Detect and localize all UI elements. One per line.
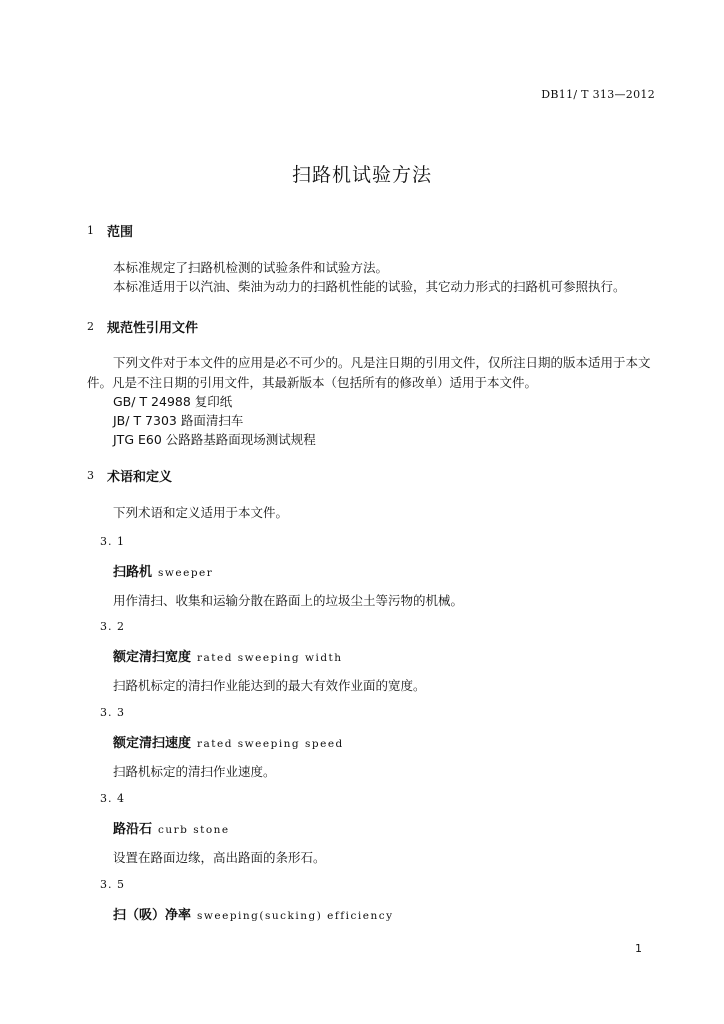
term-number: 3. 1 — [100, 535, 125, 548]
document-number: DB11/ T 313—2012 — [541, 88, 655, 101]
term-english: sweeper — [158, 567, 214, 579]
section-heading-normative-references: 规范性引用文件 — [107, 321, 199, 336]
section-heading-scope: 范围 — [107, 225, 134, 240]
document-title: 扫路机试验方法 — [291, 164, 432, 186]
page-number: 1 — [635, 942, 642, 955]
term-definition: 扫路机标定的清扫作业能达到的最大有效作业面的宽度。 — [113, 678, 426, 693]
term-definition: 扫路机标定的清扫作业速度。 — [113, 764, 276, 779]
term-chinese: 额定清扫速度 — [113, 736, 192, 751]
section-number: 1 — [87, 224, 94, 237]
section-number: 3 — [87, 469, 94, 482]
term-heading — [113, 561, 213, 580]
term-heading — [113, 732, 344, 751]
paragraph: 下列术语和定义适用于本文件。 — [113, 505, 289, 520]
term-number: 3. 4 — [100, 792, 125, 805]
section-heading-terms: 术语和定义 — [107, 470, 173, 485]
term-heading — [113, 818, 230, 837]
term-english: sweeping(sucking) efficiency — [197, 910, 394, 922]
term-heading — [113, 646, 343, 665]
term-english: rated sweeping speed — [197, 738, 344, 750]
paragraph: 下列文件对于本文件的应用是必不可少的。凡是注日期的引用文件，仅所注日期的版本适用于本文 — [113, 355, 651, 370]
term-english: rated sweeping width — [197, 652, 343, 664]
term-chinese: 路沿石 — [113, 822, 153, 837]
paragraph: 本标准规定了扫路机检测的试验条件和试验方法。 — [113, 260, 389, 275]
term-heading — [113, 904, 394, 923]
term-english: curb stone — [158, 824, 230, 836]
term-chinese: 扫（吸）净率 — [113, 908, 192, 923]
term-number: 3. 2 — [100, 620, 125, 633]
term-number: 3. 5 — [100, 878, 125, 891]
term-chinese: 扫路机 — [113, 565, 153, 580]
paragraph: 本标准适用于以汽油、柴油为动力的扫路机性能的试验，其它动力形式的扫路机可参照执行。 — [113, 279, 626, 294]
term-definition: 设置在路面边缘，高出路面的条形石。 — [113, 850, 326, 865]
term-chinese: 额定清扫宽度 — [113, 650, 192, 665]
reference-item: GB/ T 24988 复印纸 — [113, 394, 233, 409]
section-number: 2 — [87, 320, 94, 333]
reference-item: JTG E60 公路路基路面现场测试规程 — [113, 432, 316, 447]
paragraph: 件。凡是不注日期的引用文件，其最新版本（包括所有的修改单）适用于本文件。 — [87, 375, 538, 390]
term-definition: 用作清扫、收集和运输分散在路面上的垃圾尘土等污物的机械。 — [113, 593, 464, 608]
reference-item: JB/ T 7303 路面清扫车 — [113, 413, 244, 428]
term-number: 3. 3 — [100, 706, 125, 719]
